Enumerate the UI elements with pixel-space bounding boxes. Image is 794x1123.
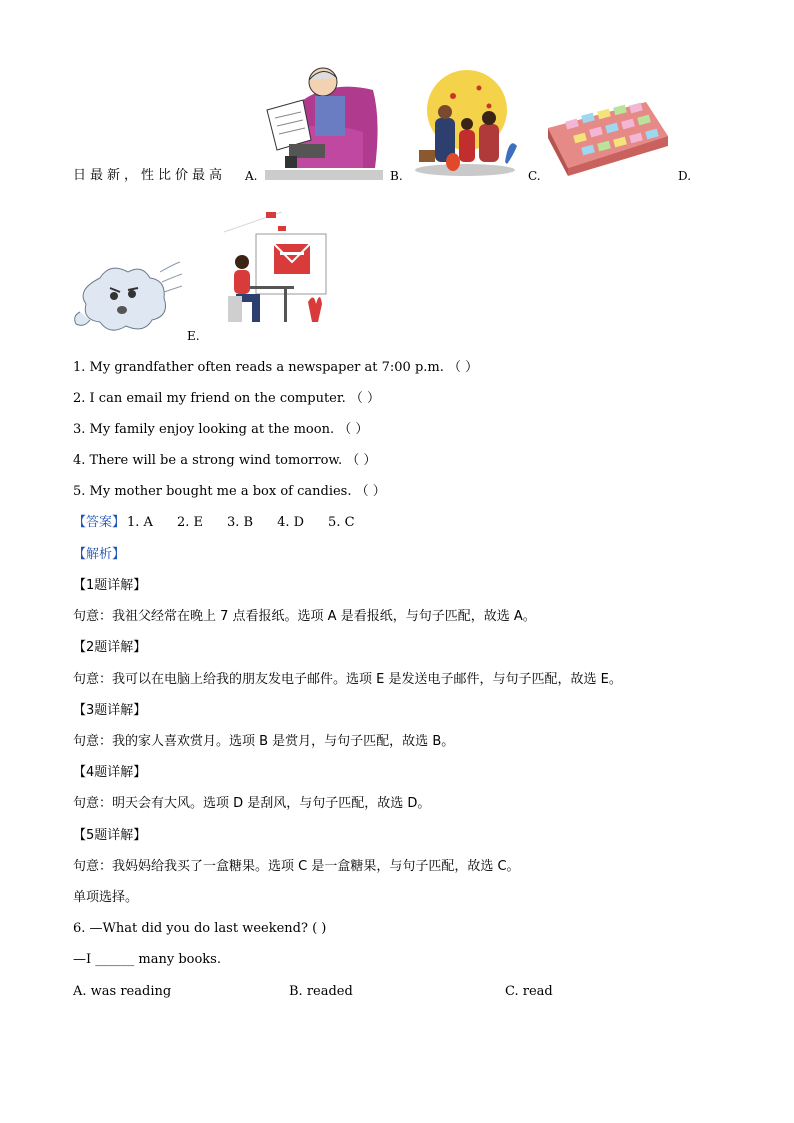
picture-strong-wind	[70, 258, 182, 338]
answer-4: 4. D	[277, 515, 305, 530]
detail-5-label: 【5题详解】	[73, 828, 147, 843]
analysis-label: 【解析】	[73, 547, 126, 562]
question-5: 5. My mother bought me a box of candies. （ ）	[73, 484, 386, 499]
answer-line	[73, 515, 355, 531]
option-letter-a: A.	[245, 169, 258, 183]
answer-1: 1. A	[127, 515, 153, 530]
picture-email-computer	[222, 208, 334, 326]
option-letter-d: D.	[678, 169, 692, 183]
picture-grandfather-reading	[263, 60, 385, 182]
question-6-option-c: C. read	[505, 984, 553, 999]
detail-4-label: 【4题详解】	[73, 765, 147, 780]
intro-text: 日最新，性比价最高	[73, 168, 227, 183]
option-letter-e: E.	[187, 329, 200, 343]
question-1: 1. My grandfather often reads a newspaper at 7:00 p.m. （ ）	[73, 360, 479, 375]
picture-candy-box	[546, 98, 670, 176]
detail-1-text: 句意：我祖父经常在晚上 7 点看报纸。选项 A 是看报纸，与句子匹配，故选 A。	[73, 609, 536, 624]
question-3: 3. My family enjoy looking at the moon. （ ）	[73, 422, 369, 437]
answer-label: 【答案】	[73, 515, 126, 530]
option-letter-b: B.	[390, 169, 403, 183]
section-title: 单项选择。	[73, 890, 139, 905]
answer-5: 5. C	[328, 515, 355, 530]
question-6-option-a: A. was reading	[73, 984, 172, 999]
question-6-option-b: B. readed	[289, 984, 353, 999]
detail-2-text: 句意：我可以在电脑上给我的朋友发电子邮件。选项 E 是发送电子邮件，与句子匹配，故选 E。	[73, 672, 622, 687]
detail-5-text: 句意：我妈妈给我买了一盒糖果。选项 C 是一盒糖果，与句子匹配，故选 C。	[73, 859, 520, 874]
detail-4-text: 句意：明天会有大风。选项 D 是刮风，与句子匹配，故选 D。	[73, 796, 431, 811]
question-6-reply: —I ______ many books.	[73, 952, 221, 967]
detail-1-label: 【1题详解】	[73, 578, 147, 593]
answer-2: 2. E	[176, 515, 203, 530]
answer-3: 3. B	[226, 515, 254, 530]
detail-2-label: 【2题详解】	[73, 640, 147, 655]
question-2: 2. I can email my friend on the computer. （ ）	[73, 391, 381, 406]
option-letter-c: C.	[528, 169, 541, 183]
detail-3-text: 句意：我的家人喜欢赏月。选项 B 是赏月，与句子匹配，故选 B。	[73, 734, 455, 749]
question-6-stem: 6. —What did you do last weekend? ( )	[73, 921, 327, 936]
detail-3-label: 【3题详解】	[73, 703, 147, 718]
picture-family-moon	[409, 66, 521, 178]
question-4: 4. There will be a strong wind tomorrow. （ ）	[73, 453, 377, 468]
